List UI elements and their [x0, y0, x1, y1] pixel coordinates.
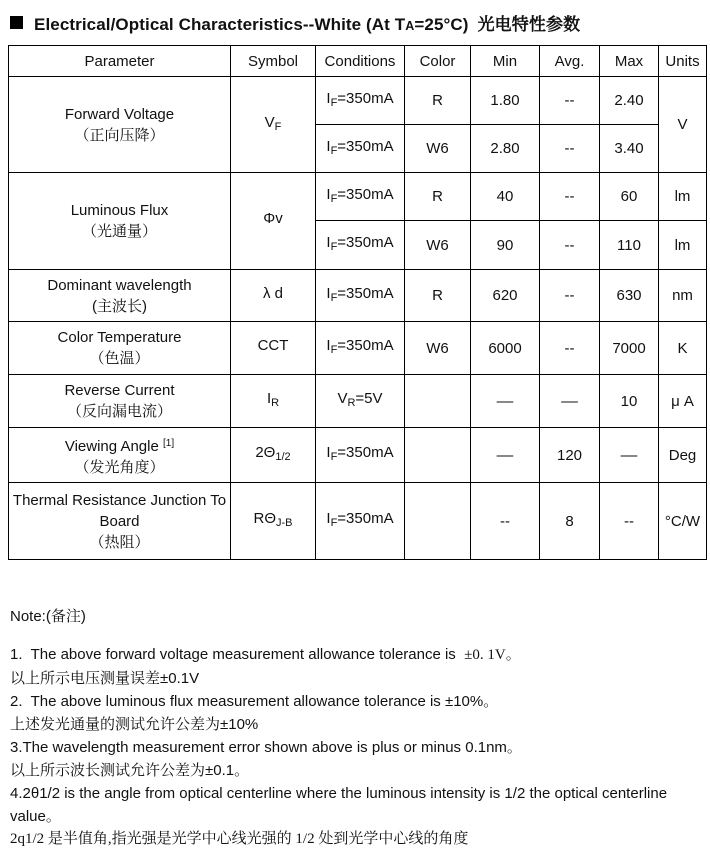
- cell-min: 6000: [471, 322, 540, 375]
- cell-conditions: $I_F=350mA$: [316, 483, 405, 560]
- cell-symbol: CCT: [231, 322, 316, 375]
- cell-symbol: $I_R$: [231, 375, 316, 428]
- note-2-en: 2. The above luminous flux measurement allowance tolerance is ±10%。: [10, 693, 499, 710]
- cell-avg: ––: [540, 375, 600, 428]
- cell-min: 2.80: [471, 125, 540, 173]
- section-title-text: Electrical/Optical Characteristics--White (At TA=25°C) 光电特性参数: [34, 15, 581, 34]
- cell-conditions: $I_F=350mA$: [316, 77, 405, 125]
- parameter-en: Luminous Flux: [70, 202, 169, 219]
- cell-conditions: $V_R=5V$: [316, 375, 405, 428]
- parameter-cn: （正向压降）: [74, 126, 165, 144]
- cell-avg: 120: [540, 428, 600, 483]
- table-row-reverse-current: [9, 375, 707, 428]
- note-3-cn: 以上所示波长测试允许公差为±0.1。: [10, 762, 250, 779]
- cell-max: 2.40: [600, 77, 659, 125]
- cell-units: lm: [659, 173, 707, 221]
- col-header-parameter: Parameter: [9, 46, 231, 77]
- note-2-cn: 上述发光通量的测试允许公差为±10%: [10, 716, 259, 733]
- cell-parameter: [9, 483, 231, 560]
- cell-max: 7000: [600, 322, 659, 375]
- section-title: [10, 10, 710, 35]
- table-row-thermal-resistance: [9, 483, 707, 560]
- cell-avg: 8: [540, 483, 600, 560]
- cell-color: R: [405, 77, 471, 125]
- col-header-max: Max: [600, 46, 659, 77]
- parameter-cn: （光通量）: [81, 223, 157, 240]
- cell-max: --: [600, 483, 659, 560]
- table-row-color-temperature: [9, 322, 707, 375]
- header-row: [9, 46, 707, 77]
- cell-avg: --: [540, 173, 600, 221]
- cell-max: 110: [600, 221, 659, 270]
- parameter-en: Viewing Angle [1]: [64, 437, 175, 455]
- cell-conditions: $I_F=350mA$: [316, 428, 405, 483]
- parameter-cn: （发光角度）: [74, 458, 165, 476]
- parameter-en: Color Temperature: [57, 329, 182, 346]
- parameter-cn: （反向漏电流）: [66, 403, 172, 420]
- col-header-conditions: Conditions: [316, 46, 405, 77]
- cell-max: 60: [600, 173, 659, 221]
- cell-avg: --: [540, 322, 600, 375]
- cell-min: 90: [471, 221, 540, 270]
- cell-conditions: $I_F=350mA$: [316, 125, 405, 173]
- cell-max: 3.40: [600, 125, 659, 173]
- cell-color: R: [405, 270, 471, 322]
- cell-conditions: $I_F=350mA$: [316, 322, 405, 375]
- cell-min: --: [471, 483, 540, 560]
- notes-heading: Note:(备注): [10, 608, 86, 625]
- col-header-min: Min: [471, 46, 540, 77]
- cell-units: K: [659, 322, 707, 375]
- cell-units: μ A: [659, 375, 707, 428]
- cell-parameter: [9, 77, 231, 173]
- cell-units: lm: [659, 221, 707, 270]
- col-header-symbol: Symbol: [231, 46, 316, 77]
- cell-units: °C/W: [659, 483, 707, 560]
- cell-symbol: λ d: [231, 270, 316, 322]
- col-header-color: Color: [405, 46, 471, 77]
- cell-max: 630: [600, 270, 659, 322]
- cell-color: R: [405, 173, 471, 221]
- cell-conditions: $I_F=350mA$: [316, 173, 405, 221]
- parameter-en: Dominant wavelength: [47, 276, 192, 294]
- note-3-en: 3.The wavelength measurement error shown above is plus or minus 0.1nm。: [10, 739, 522, 756]
- cell-parameter: [9, 322, 231, 375]
- cell-avg: --: [540, 77, 600, 125]
- parameter-cn: (主波长): [92, 297, 147, 315]
- parameter-en: Thermal Resistance Junction To Board: [12, 491, 227, 530]
- cell-parameter: [9, 375, 231, 428]
- cell-conditions: $I_F=350mA$: [316, 270, 405, 322]
- cell-color: W6: [405, 125, 471, 173]
- cell-symbol: $V_F$: [231, 77, 316, 173]
- table-row-luminous-flux-r: [9, 173, 707, 221]
- table-row-forward-voltage-r: [9, 77, 707, 125]
- cell-max: 10: [600, 375, 659, 428]
- cell-min: ––: [471, 375, 540, 428]
- note-1-cn: 以上所示电压测量误差±0.1V: [10, 670, 200, 687]
- note-4-en: 4.2θ1/2 is the angle from optical centerline where the luminous intensity is 1/2 the optical centerline value。: [10, 785, 672, 825]
- cell-color: [405, 428, 471, 483]
- cell-color: [405, 483, 471, 560]
- cell-avg: --: [540, 270, 600, 322]
- characteristics-table: [8, 45, 707, 560]
- cell-avg: --: [540, 125, 600, 173]
- cell-symbol: Φv: [231, 173, 316, 270]
- cell-min: ––: [471, 428, 540, 483]
- cell-conditions: $I_F=350mA$: [316, 221, 405, 270]
- cell-units: V: [659, 77, 707, 173]
- section-title-chinese: 光电特性参数: [477, 15, 581, 34]
- parameter-en: Forward Voltage: [64, 105, 175, 123]
- section-bullet-icon: [10, 16, 23, 29]
- cell-parameter: [9, 428, 231, 483]
- parameter-en: Reverse Current: [64, 382, 175, 399]
- cell-symbol: $R\Theta_{J-B}$: [231, 483, 316, 560]
- cell-color: [405, 375, 471, 428]
- note-1-en: 1. The above forward voltage measurement allowance tolerance is ±0. 1V。: [10, 646, 521, 663]
- cell-min: 1.80: [471, 77, 540, 125]
- cell-parameter: [9, 270, 231, 322]
- notes-section: [10, 605, 710, 851]
- table-row-dominant-wavelength: [9, 270, 707, 322]
- parameter-cn: （色温）: [89, 350, 150, 367]
- cell-units: Deg: [659, 428, 707, 483]
- note-4-cn: 2q1/2 是半值角,指光强是光学中心线光强的 1/2 处到光学中心线的角度: [10, 831, 469, 847]
- cell-min: 40: [471, 173, 540, 221]
- cell-units: nm: [659, 270, 707, 322]
- cell-parameter: [9, 173, 231, 270]
- parameter-cn: （热阻）: [89, 533, 150, 551]
- cell-symbol: $2\Theta_{1/2}$: [231, 428, 316, 483]
- cell-color: W6: [405, 322, 471, 375]
- col-header-units: Units: [659, 46, 707, 77]
- table-row-viewing-angle: [9, 428, 707, 483]
- cell-avg: --: [540, 221, 600, 270]
- cell-max: ––: [600, 428, 659, 483]
- col-header-avg: Avg.: [540, 46, 600, 77]
- cell-color: W6: [405, 221, 471, 270]
- cell-min: 620: [471, 270, 540, 322]
